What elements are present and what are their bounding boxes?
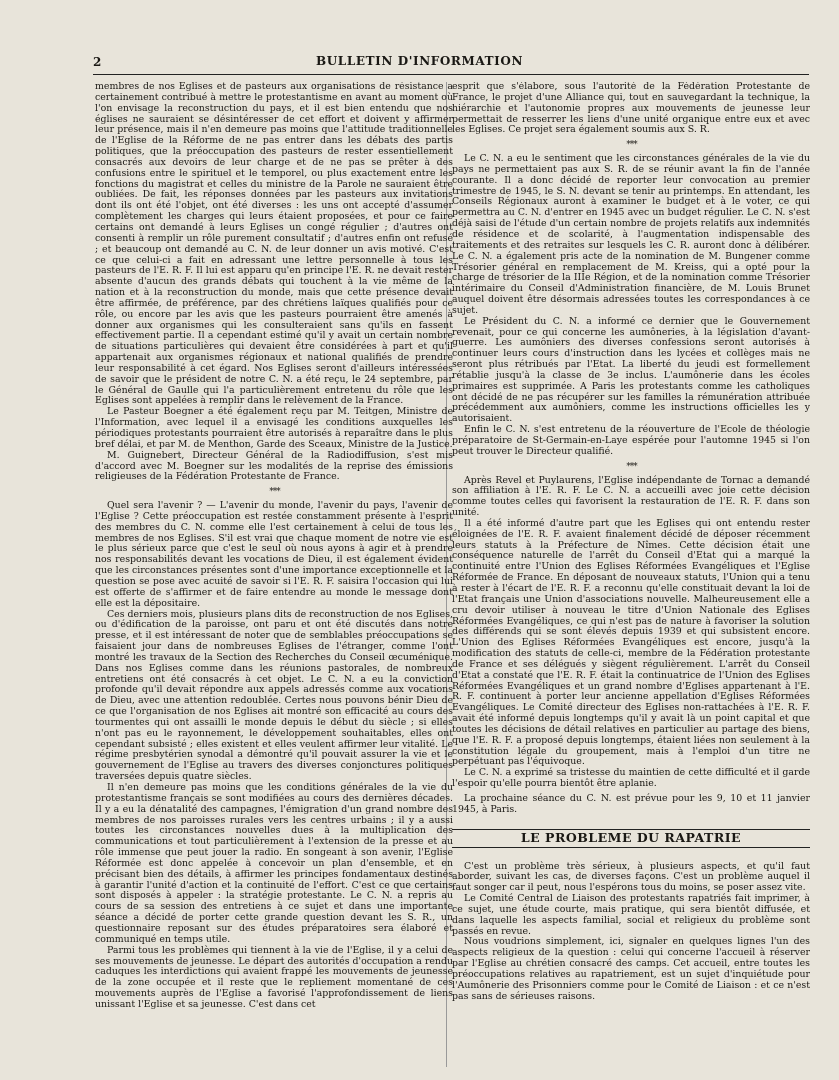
section-stars: * * * xyxy=(626,461,636,472)
paragraph: Enfin le C. N. s'est entretenu de la réouverture de l'Ecole de théologie préparatoire de St-Germain-en-Laye espérée pour l'automne 1945 si l'on peut trouver le Directeur qualifié. xyxy=(452,424,810,457)
paragraph: Nous voudrions simplement, ici, signaler en quelques lignes l'un des aspects religieux de la question : celui qui concerne l'accueil à réserver par l'Eglise au chrétien consacré des camps. Cet accueil, entre toutes les préoccupations relatives au rapatriement, est un sujet d'inquiétude pour l'Aumônerie des Prisonniers comme pour le Comité de Liaison : et ce n'est pas sans de sérieuses raisons. xyxy=(452,936,810,1002)
paragraph: membres de nos Eglises et de pasteurs aux organisations de résistance a certainement contribué à mettre le protestantisme en avant au moment où l'on envisage la reconstruction du pays, et il est bien entendu que nos églises ne sauraient se désintéresser de cet effort et doivent y affirmer leur présence, mais il n'en demeure pas moins que l'attitude traditionnelle de l'Eglise de la Réforme de ne pas entrer dans les débats des partis politiques, que la préoccupation des pasteurs de rester essentiellement consacrés aux devoirs de leur charge et de ne pas se prêter à des confusions entre le spirituel et le temporel, ou plus exactement entre les fonctions du magistrat et celles du ministre de la Parole ne sauraient être oubliées. De fait, les réponses données par les pasteurs aux invitations dont ils ont été l'objet, ont été diverses : les uns ont accepté d'assumer complètement les charges qui leurs étaient proposées, et pour ce faire certains ont demandé à leurs Eglises un congé régulier ; d'autres ont consenti à remplir un rôle purement consultatif ; d'autres enfin ont refusé ; et beaucoup ont demandé au C. N. de leur donner un avis motivé. C'est ce que celui-ci a fait en adressant une lettre personnelle à tous les pasteurs de l'E. R. F. Il lui est apparu qu'en principe l'E. R. ne devait rester absente d'aucun des grands débats qui touchent à la vie même de la nation et à la reconstruction du monde, mais que cette présence devait être affirmée, de préférence, par des chrétiens laïques qualifiés pour ce rôle, ou encore par les avis que les pasteurs pourraient être amenés à donner aux organismes qui les consulteraient sans qu'ils en fassent effectivement partie. Il a cependant estimé qu'il y avait un certain nombre de situations particulières qui devaient être considérées à part et qu'il appartenait aux organismes régionaux et national qualifiés de prendre leur responsabilité à cet égard. Nos Eglises seront d'ailleurs intéressées de savoir que le président de notre C. N. a été reçu, le 24 septembre, par le Général de Gaulle qui l'a particulièrement entretenu du rôle que les Eglises sont appelées à remplir dans le relèvement de la France. xyxy=(95,82,453,407)
paragraph: Le C. N. a exprimé sa tristesse du maintien de cette difficulté et il garde l'espoir qu'elle pourra bientôt être aplanie. xyxy=(452,767,810,790)
left-column xyxy=(95,82,453,1072)
paragraph: C'est un problème très sérieux, à plusieurs aspects, et qu'il faut aborder, suivant les cas, de diverses façons. C'est un problème auquel il faut songer car il peut, nous l'espérons tous du moins, se poser assez vite. xyxy=(452,860,810,894)
right-column xyxy=(452,82,810,1072)
section-title: LE PROBLEME DU RAPATRIE xyxy=(452,829,810,848)
paragraph: Le Pasteur Boegner a été également reçu par M. Teitgen, Ministre de l'Information, avec lequel il a envisagé les conditions auxquelles les périodiques protestants pourraient être autorisés à reparaître dans le plus bref délai, et par M. de Menthon, Garde des Sceaux, Ministre de la Justice. xyxy=(95,406,453,450)
paragraph: esprit que s'élabore, sous l'autorité de la Fédération Protestante de France, le projet d'une Alliance qui, tout en sauvegardant la technique, la hiérarchie et l'autonomie propres aux mouvements de jeunesse leur permettait de resserrer les liens d'une unité organique entre eux et avec les Eglises. Ce projet sera également soumis aux S. R. xyxy=(452,82,810,136)
section-stars: * * * xyxy=(269,487,279,498)
paragraph: Après Revel et Puylaurens, l'Eglise indépendante de Tornac a demandé son affiliation à l'E. R. F. Le C. N. a accueilli avec joie cette décision comme toutes celles qui favorisent la restauration de l'E. R. F. dans son unité. xyxy=(452,474,810,519)
section-stars: * * * xyxy=(626,140,636,151)
paragraph: Parmi tous les problèmes qui tiennent à la vie de l'Eglise, il y a celui de ses mouvements de jeunesse. Le départ des autorités d'occupation a rendu caduques les interdictions qui avaient frappé les mouvements de jeunesse de la zone occupée et il reste que le repliement momentané de ces mouvements auprès de l'Eglise a favorisé l'approfondissement de liens unissant l'Eglise et sa jeunesse. C'est dans cet xyxy=(95,944,453,1010)
paragraph: Il n'en demeure pas moins que les conditions générales de la vie du protestantisme français se sont modifiées au cours des dernières décades. Il y a eu la dénatalité des campagnes, l'émigration d'un grand nombre des membres de nos paroisses rurales vers les centres urbains ; il y a aussi toutes les circonstances nouvelles dues à la multiplication des communications et tout particulièrement à l'extension de la presse et au rôle immense que peut jouer la radio. En songeant à son avenir, l'Eglise Réformée est donc appelée à concevoir un plan d'ensemble, et en précisant bien des détails, à affirmer les principes fondamentaux destinés à garantir l'unité d'action et la continuité de l'effort. C'est ce que certains sont disposés à appeler : la stratégie protestante. Le C. N. a repris au cours de sa session des entretiens à ce sujet et dans une importante séance a décidé de porter cette grande question devant les S. R., un questionnaire reposant sur des études préparatoires sera élaboré et communiqué en temps utile. xyxy=(95,782,453,945)
paragraph: Quel sera l'avenir ? — L'avenir du monde, l'avenir du pays, l'avenir de l'Eglise ? Cette préoccupation est restée constamment présente à l'esprit des membres du C. N. comme elle l'est certainement à celui de tous les membres de nos Eglises. S'il est vrai que chaque moment de notre vie est le plus sérieux parce que c'est le seul où nous ayons à agir et à prendre nos responsabilités devant les vocations de Dieu, il est également évident que les circonstances présentes sont d'une importance exceptionnelle et la question se pose avec acuité de savoir si l'E. R. F. saisira l'occasion qui lui est offerte de s'affirmer et de faire entendre au monde le message dont elle est la dépositaire. xyxy=(95,500,453,609)
paragraph: Il a été informé d'autre part que les Eglises qui ont entendu rester éloignées de l'E. R. F. avaient finalement décidé de déposer récemment leurs statuts à la Préfecture de Nîmes. Cette décision était une conséquence naturelle de l'arrêt du Conseil d'Etat qui a marqué la continuité entre l'Union des Eglises Réformées Evangéliques et l'Eglise Réformée de France. En déposant de nouveaux statuts, l'Union qui a tenu à rester à l'écart de l'E. R. F. a reconnu qu'elle constituait devant la loi de l'Etat français une Union d'associations nouvelle. Malheureusement elle a cru devoir utiliser à nouveau le titre d'Union Nationale des Eglises Réformées Evangéliques, ce qui n'est pas de nature à favoriser la solution des différends qui se sont élevés depuis 1939 et qui subsistent encore. L'Union des Eglises Réformées Evangéliques est encore, jusqu'à la modification des statuts de celle-ci, membre de la Fédération protestante de France et ses délégués y siègent régulièrement. L'arrêt du Conseil d'Etat a constaté que l'E. R. F. était la continuatrice de l'Union des Eglises Réformées Evangéliques et un grand nombre d'Eglises appartenant à l'E. R. F. continuent à porter leur ancienne appellation d'Eglises Réformées Evangéliques. Le Comité directeur des Eglises non-rattachées à l'E. R. F. avait été informé depuis longtemps qu'il y avait là un point capital et que toutes les décisions de détail relatives en particulier au partage des biens, que l'E. R. F. a proposé depuis longtemps, étaient liées non seulement à la constitution légale du groupement, mais à l'emploi d'un titre ne perpétuant pas l'équivoque. xyxy=(452,517,810,768)
paragraph: La prochaine séance du C. N. est prévue pour les 9, 10 et 11 janvier 1945, à Paris. xyxy=(452,793,810,815)
paragraph: Le Président du C. N. a informé ce dernier que le Gouvernement revenait, pour ce qui concerne les aumôneries, à la législation d'avant-guerre. Les aumôniers des diverses confessions seront autorisés à continuer leurs cours d'instruction dans les lycées et collèges mais ne seront plus rétribués par l'Etat. La liberté du jeudi est formellement rétablie jusqu'à la classe de 3e inclus. L'aumônerie dans les écoles primaires est supprimée. A Paris les protestants comme les catholiques ont décidé de ne pas récupérer sur les familles la rémunération attribuée précédemment aux aumôniers, comme les instructions officielles les y autorisaient. xyxy=(452,315,810,425)
paragraph: Le Comité Central de Liaison des protestants rapatriés fait imprimer, à ce sujet, une étude courte, mais pratique, qui sera bientôt diffusée, et dans laquelle les aspects familial, social et religieux du problème sont passés en revue. xyxy=(452,893,810,937)
page-number: 2 xyxy=(93,55,102,69)
paragraph: Ces derniers mois, plusieurs plans dits de reconstruction de nos Eglises, ou d'édification de la paroisse, ont paru et ont été discutés dans notre presse, et il est intéressant de noter que de semblables préoccupations se faisaient jour dans de nombreuses Eglises de l'étranger, comme l'ont montré les travaux de la Section des Recherches du Conseil œcuménique. Dans nos Eglises comme dans les réunions pastorales, de nombreux entretiens ont été consacrés à cet objet. Le C. N. a eu la conviction profonde qu'il devait répondre aux appels adressés comme aux vocations de Dieu, avec une attention redoublée. Certes nous pouvons bénir Dieu de ce que l'organisation de nos Eglises ait montré son efficacité au cours des tourmentes qui ont assailli le monde depuis le début du siècle ; si elles n'ont pas eu le rayonnement, le développement souhaitables, elles ont cependant subsisté ; elles existent et elles veulent affirmer leur vitalité. Le régime presbytérien synodal a démontré qu'il pouvait assurer la vie et le gouvernement de l'Eglise au travers des diverses conjonctures politiques traversées depuis quatre siècles. xyxy=(95,608,453,783)
paragraph: M. Guignebert, Directeur Général de la Radiodiffusion, s'est mis d'accord avec M. Boegner sur les modalités de la reprise des émissions religieuses de la Fédération Protestante de France. xyxy=(95,449,453,483)
paragraph: Le C. N. a eu le sentiment que les circonstances générales de la vie du pays ne permettaient pas aux S. R. de se réunir avant la fin de l'année courante. Il a donc décidé de reporter leur convocation au premier trimestre de 1945, le S. N. devant se tenir au printemps. En attendant, les Conseils Régionaux auront à examiner le budget et à le voter, ce qui permettra au C. N. d'entrer en 1945 avec un budget régulier. Le C. N. s'est déjà saisi de l'étude d'un certain nombre de projets relatifs aux indemnités de résidence et de scolarité, à l'augmentation indispensable des traitements et des retraites sur lesquels les C. R. auront donc à délibérer. Le C. N. a également pris acte de la nomination de M. Bungener comme Trésorier général en remplacement de M. Kreiss, qui a opté pour la charge de trésorier de la IIIe Région, et de la nomination comme Trésorier intérimaire du Conseil d'Administration financière, de M. Louis Brunet auquel doivent être désormais adressées toutes les correspondances à ce sujet. xyxy=(452,153,810,316)
header-rule xyxy=(93,74,809,75)
bulletin-title: BULLETIN D'INFORMATION xyxy=(315,54,524,68)
